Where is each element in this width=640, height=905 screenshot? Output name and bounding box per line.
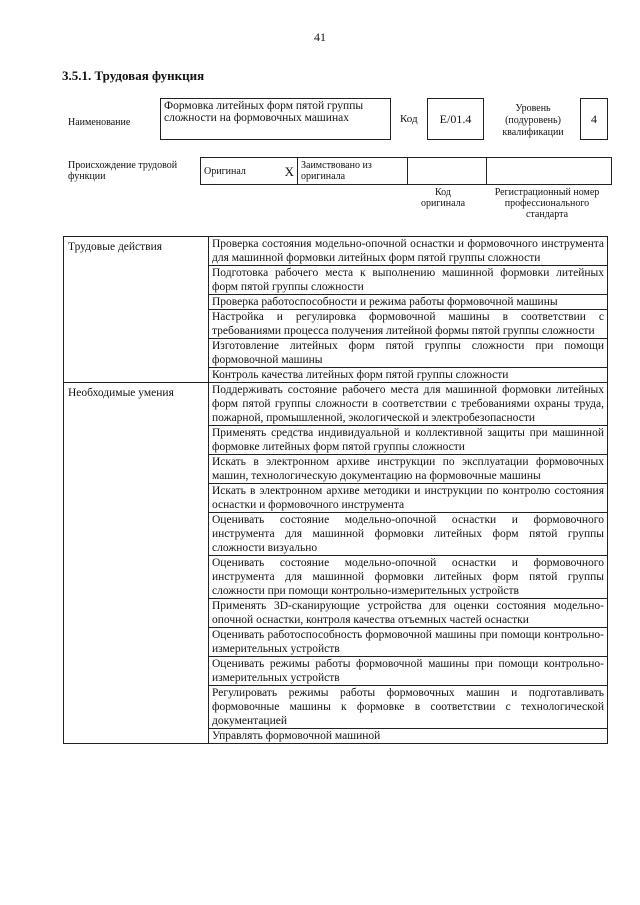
page-number: 41 (314, 30, 326, 44)
list-item: Проверка состояния модельно-опочной оснастки и формовочного инструмента для машинной формовки литейных форм пятой группы сложности (209, 237, 607, 266)
list-item: Оценивать состояние модельно-опочной оснастки и формовочного инструмента для машинной формовки литейных форм пятой группы сложности визуально (209, 513, 607, 556)
list-item: Регулировать режимы работы формовочных машин и подготавливать формовочные машины к формовке в соответствии с технологической документацией (209, 686, 607, 729)
borrowed-label: Заимствовано из оригинала (298, 158, 408, 185)
list-item: Оценивать режимы работы формовочной машины при помощи контрольно-измерительных устройств (209, 657, 607, 686)
main-table (63, 236, 608, 744)
list-item: Оценивать состояние модельно-опочной оснастки и формовочного инструмента для машинной формовки литейных форм пятой группы сложности при помощи контрольно-измерительных устройств (209, 556, 607, 599)
origin-table (200, 157, 612, 185)
list-item: Изготовление литейных форм пятой группы сложности при помощи формовочной машины (209, 339, 607, 368)
original-mark: X (277, 158, 298, 185)
list-item: Искать в электронном архиве инструкции по эксплуатации формовочных машин, технологическую документацию на формовочные машины (209, 455, 607, 484)
list-item: Применять 3D-сканирующие устройства для оценки состояния модельно-опочной оснастки, контроля качества отъемных частей оснастки (209, 599, 607, 628)
list-item: Искать в электронном архиве методики и инструкции по контролю состояния оснастки и формовочного инструмента (209, 484, 607, 513)
code-label: Код (400, 113, 418, 125)
function-name-box (160, 98, 391, 140)
list-item: Управлять формовочной машиной (212, 730, 381, 742)
reg-number-caption: Регистрационный номер профессионального стандарта (494, 187, 600, 220)
items-cell (209, 383, 608, 744)
table-row-actions (64, 237, 608, 383)
level-label: Уровень (подуровень) квалификации (502, 103, 564, 138)
list-item: Подготовка рабочего места к выполнению машинной формовки литейных форм пятой группы сложности (209, 266, 607, 295)
level-value: 4 (591, 111, 597, 126)
code-box (427, 98, 484, 140)
list-item: Проверка работоспособности и режима работы формовочной машины (209, 295, 607, 310)
table-row-skills (64, 383, 608, 744)
list-item: Контроль качества литейных форм пятой группы сложности (212, 369, 509, 381)
origin-label: Происхождение трудовой функции (68, 160, 178, 182)
code-original-cell (408, 158, 487, 185)
list-item: Поддерживать состояние рабочего места для машинной формовки литейных форм пятой группы сложности в соответствии с требованиями охраны труда, пожарной, промышленной, экологической и электробезопасности (209, 383, 607, 426)
list-item: Настройка и регулировка формовочной машины в соответствии с требованиями процесса получения литейной формы пятой группы сложности (209, 310, 607, 339)
list-item: Оценивать работоспособность формовочной машины при помощи контрольно-измерительных устройств (209, 628, 607, 657)
function-name: Формовка литейных форм пятой группы сложности на формовочных машинах (164, 100, 364, 124)
category-cell: Необходимые умения (64, 383, 209, 744)
category-cell: Трудовые действия (64, 237, 209, 383)
items-cell (209, 237, 608, 383)
section-title: 3.5.1. Трудовая функция (62, 68, 205, 83)
code-original-caption: Код оригинала (420, 187, 466, 209)
reg-number-cell (487, 158, 612, 185)
level-box (580, 98, 608, 140)
original-label: Оригинал (201, 158, 278, 185)
code-value: E/01.4 (439, 111, 472, 126)
list-item: Применять средства индивидуальной и коллективной защиты при машинной формовке литейных форм пятой группы сложности (209, 426, 607, 455)
name-label: Наименование (68, 117, 131, 128)
